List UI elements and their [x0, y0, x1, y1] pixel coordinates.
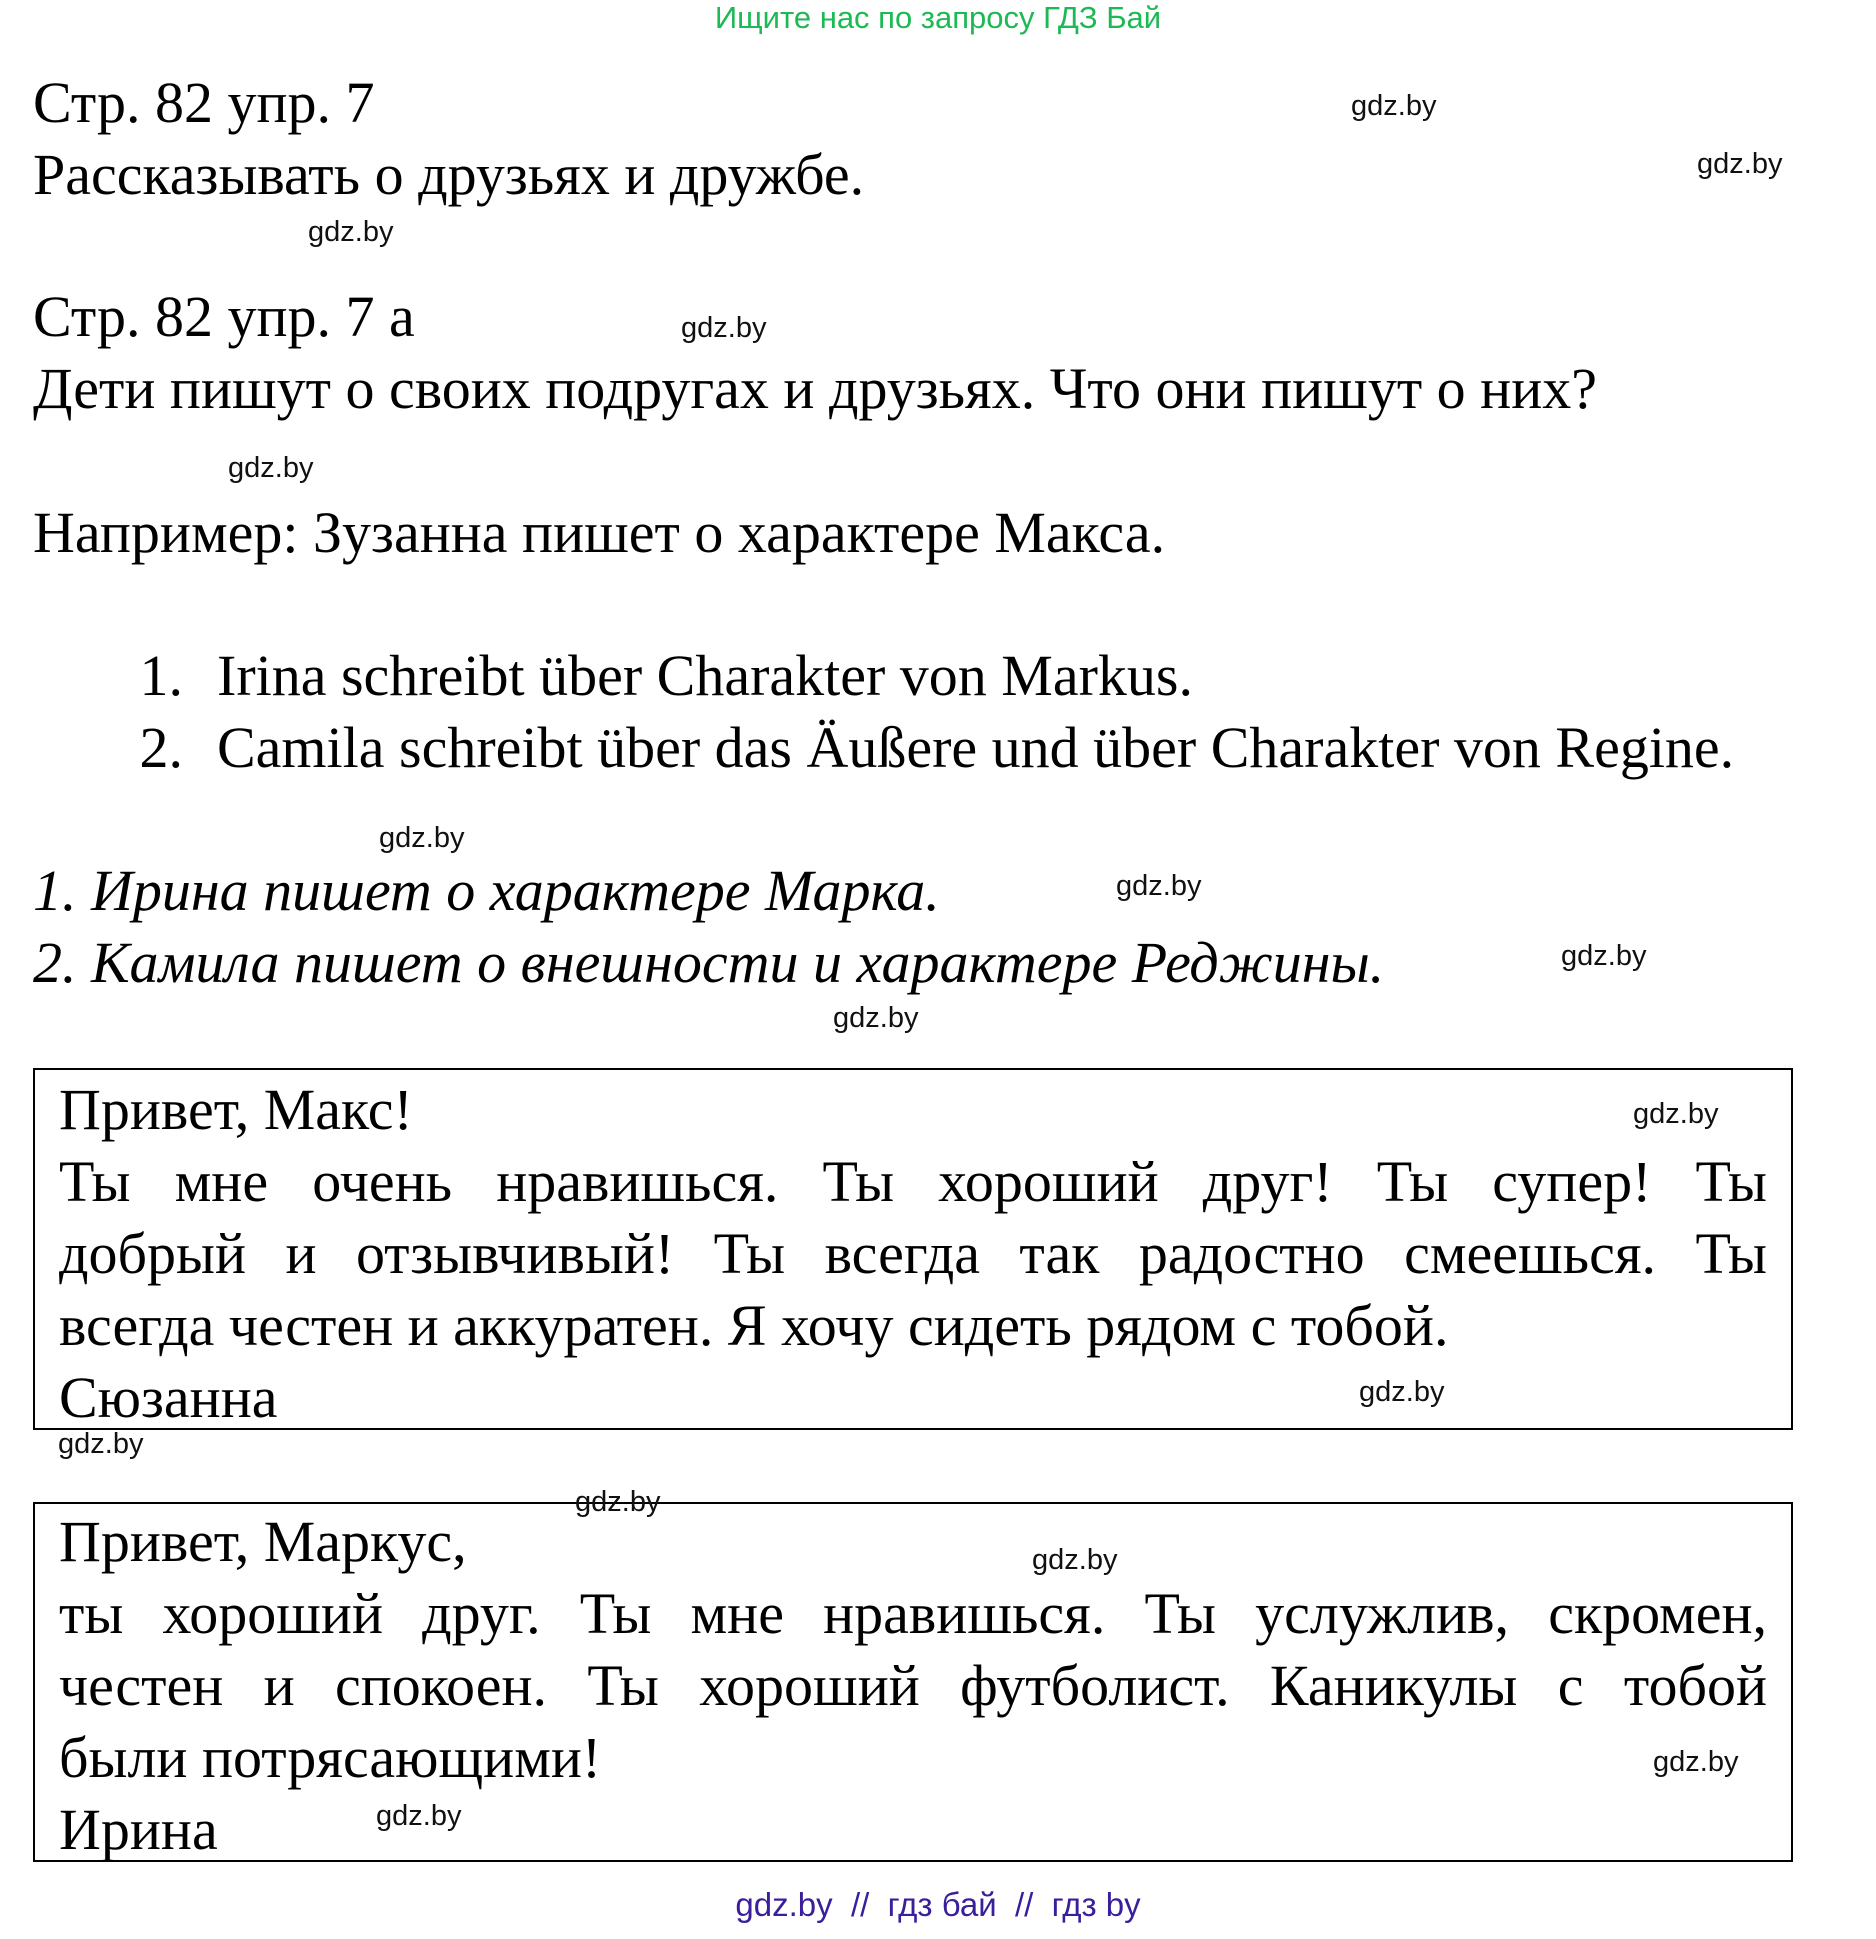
watermark: gdz.by: [1653, 1746, 1739, 1778]
watermark: gdz.by: [1697, 148, 1783, 180]
section1-heading: Стр. 82 упр. 7: [33, 70, 375, 135]
letter-box-max: [33, 1068, 1793, 1430]
watermark: gdz.by: [1351, 90, 1437, 122]
letter-greeting: Привет, Макс!: [59, 1077, 413, 1142]
watermark: gdz.by: [1633, 1098, 1719, 1130]
top-banner: Ищите нас по запросу ГДЗ Бай: [714, 0, 1162, 35]
answer-line: 1. Ирина пишет о характере Марка.: [33, 858, 940, 923]
letter-greeting: Привет, Маркус,: [59, 1509, 467, 1574]
list-number: 1.: [139, 643, 183, 708]
watermark: gdz.by: [308, 216, 394, 248]
watermark: gdz.by: [1116, 870, 1202, 902]
watermark: gdz.by: [575, 1486, 661, 1518]
list-number: 2.: [139, 715, 183, 780]
letter-line: добрый и отзывчивый! Ты всегда так радостно смеешься. Ты: [59, 1221, 1767, 1286]
list-text: Camila schreibt über das Äußere und über Charakter von Regine.: [217, 715, 1735, 780]
watermark: gdz.by: [228, 452, 314, 484]
footer: gdz.by // гдз бай // гдз by: [735, 1886, 1141, 1923]
watermark: gdz.by: [58, 1428, 144, 1460]
section2-heading: Стр. 82 упр. 7 а: [33, 284, 415, 349]
list-item: [105, 712, 1734, 784]
list-text: Irina schreibt über Charakter von Markus.: [217, 643, 1194, 708]
watermark: gdz.by: [681, 312, 767, 344]
letter-signature: Ирина: [59, 1797, 218, 1862]
letter-line: Ты мне очень нравишься. Ты хороший друг! Ты супер! Ты: [59, 1149, 1767, 1214]
watermark: gdz.by: [833, 1002, 919, 1034]
watermark: gdz.by: [376, 1800, 462, 1832]
watermark: gdz.by: [1359, 1376, 1445, 1408]
letter-box-markus: [33, 1502, 1793, 1862]
watermark: gdz.by: [379, 822, 465, 854]
letter-line: ты хороший друг. Ты мне нравишься. Ты услужлив, скромен,: [59, 1581, 1767, 1646]
example-line: Например: Зузанна пишет о характере Макса.: [33, 500, 1166, 565]
watermark: gdz.by: [1032, 1544, 1118, 1576]
answer-line: 2. Камила пишет о внешности и характере Реджины.: [33, 930, 1385, 995]
watermark: gdz.by: [1561, 940, 1647, 972]
section2-task: Дети пишут о своих подругах и друзьях. Что они пишут о них?: [33, 356, 1597, 421]
section1-task: Рассказывать о друзьях и дружбе.: [33, 142, 865, 207]
german-list: [105, 640, 1734, 784]
letter-line: всегда честен и аккуратен. Я хочу сидеть рядом с тобой.: [59, 1293, 1449, 1358]
letter-line: честен и спокоен. Ты хороший футболист. Каникулы с тобой: [59, 1653, 1767, 1718]
letter-line: были потрясающими!: [59, 1725, 602, 1790]
letter-signature: Сюзанна: [59, 1365, 278, 1430]
list-item: [105, 640, 1734, 712]
